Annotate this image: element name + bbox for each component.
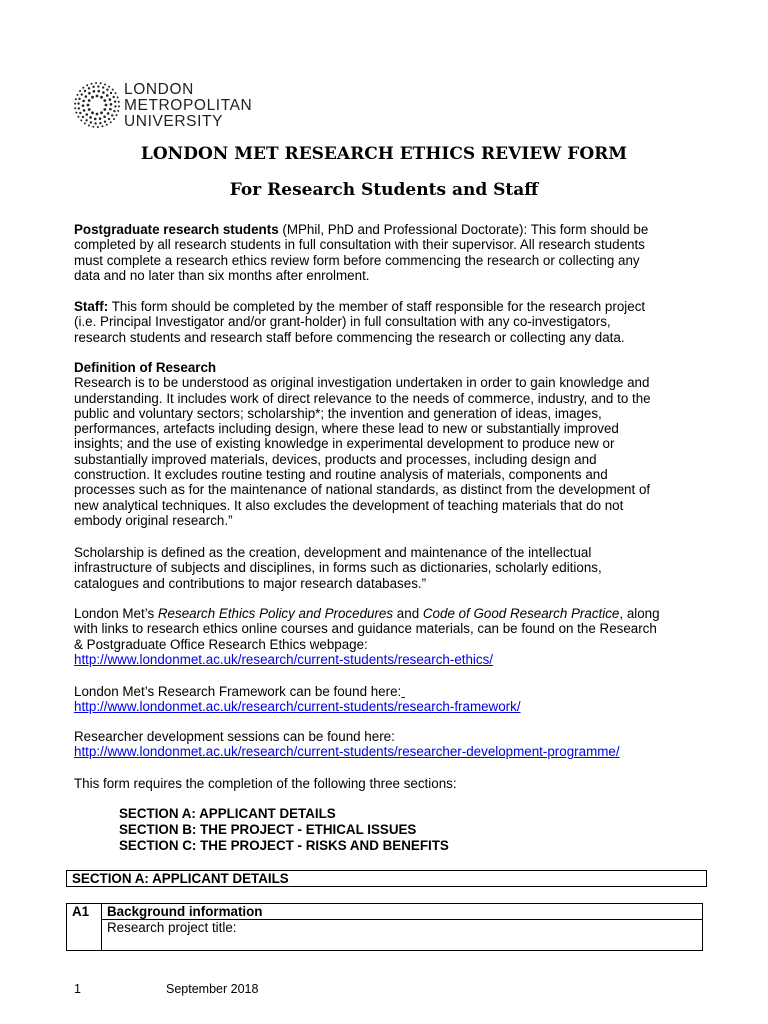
text-segment: research students and research staff before commencing the research or collecting any data. [74,329,625,345]
text-line [74,421,714,436]
text-line [74,576,714,591]
text-segment: new analytical techniques. It also excludes the development of teaching materials that do not [74,497,624,513]
text-segment: & Postgraduate Office Research Ethics webpage: [74,636,368,652]
a1-table [66,903,703,951]
sections-intro [74,776,714,791]
text-line [74,237,714,252]
text-segment: completed by all research students in full consultation with their supervisor. All research students [74,237,645,253]
logo-text [124,82,252,130]
text-segment: Research Ethics Policy and Procedures [157,606,394,621]
framework-paragraph [74,684,714,715]
text-line [74,391,714,406]
text-segment: Postgraduate research students [74,222,279,237]
section-list-item: SECTION A: APPLICANT DETAILS [119,806,336,821]
logo-line: UNIVERSITY [124,113,224,130]
text-segment: (i.e. Principal Investigator and/or grant-holder) in full consultation with any co-investigators, [74,314,611,330]
development-paragraph [74,729,714,760]
text-segment: Researcher development sessions can be found here: [74,729,395,744]
text-segment: Research is to be understood as original investigation undertaken in order to gain knowledge and [74,375,650,391]
a1-heading: Background information [102,904,703,920]
text-segment: Code of Good Research Practice [422,606,620,621]
text-segment: insights; and the use of existing knowledge in experimental development to produce new or [74,436,615,452]
text-segment: with links to research ethics online courses and guidance materials, can be found on the Research [74,621,657,637]
text-line [74,253,714,268]
text-line [74,330,714,345]
policy-paragraph [74,606,714,667]
text-segment: London Met’s [74,606,158,621]
link[interactable]: http://www.londonmet.ac.uk/research/current-students/research-ethics/ [74,651,494,667]
text-line [74,513,714,528]
section-list-item: SECTION C: THE PROJECT - RISKS AND BENEFITS [119,838,449,853]
text-segment: , along [619,606,660,621]
link[interactable] [401,684,405,699]
field-label: Research project title: [107,920,237,935]
text-line [74,744,714,759]
text-segment: London Met’s Research Framework can be found here: [74,684,402,699]
text-segment: processes such as for the maintenance of national standards, as distinct from the development of [74,482,651,498]
text-line [74,545,714,560]
text-segment: Scholarship is defined as the creation, development and maintenance of the intellectual [74,545,592,560]
text-line [74,560,714,575]
section-a-header: SECTION A: APPLICANT DETAILS [66,870,707,887]
text-segment: construction. It excludes routine testing and routine analysis of materials, components and [74,467,608,483]
text-line [74,621,714,636]
logo-line: LONDON [124,81,194,98]
page-number: 1 [74,982,81,996]
text-segment: embody original research.” [74,512,233,528]
logo-line: METROPOLITAN [124,97,253,114]
page-title: LONDON MET RESEARCH ETHICS REVIEW FORM [140,144,628,164]
link[interactable]: http://www.londonmet.ac.uk/research/current-students/research-framework/ [74,699,521,715]
text-line [74,606,714,621]
text-line [74,299,714,314]
section-list [119,806,449,854]
scholarship-paragraph [74,545,714,591]
text-segment: (MPhil, PhD and Professional Doctorate): This form should be [278,222,649,237]
text-line [74,482,714,497]
section-list-item: SECTION B: THE PROJECT - ETHICAL ISSUES [119,822,417,837]
text-line [74,684,714,699]
research-project-title-field[interactable] [102,920,703,951]
text-segment: must complete a research ethics review form before commencing the research or collecting any [74,252,640,268]
text-line [74,222,714,237]
footer-date: September 2018 [166,982,259,996]
text-line [74,729,714,744]
text-line [74,375,714,390]
link[interactable]: http://www.londonmet.ac.uk/research/current-students/researcher-development-programme/ [74,744,620,760]
text-segment: This form should be completed by the member of staff responsible for the research project [108,299,646,314]
text-line [74,467,714,482]
text-line [74,406,714,421]
text-segment: Definition of Research [74,360,217,375]
university-logo [74,82,264,130]
a1-code: A1 [67,904,102,951]
text-line [74,268,714,283]
text-line [74,776,714,791]
text-line [74,699,714,714]
text-line [74,637,714,652]
text-segment: infrastructure of subjects and disciplines, in forms such as dictionaries, scholarly editions, [74,560,602,576]
text-segment: catalogues and contributions to major research databases.” [74,575,427,591]
text-segment: performances, artefacts including design, where these lead to new or substantially improved [74,421,619,437]
text-segment: substantially improved materials, devices, products and processes, including design and [74,451,597,467]
page-subtitle: For Research Students and Staff [229,180,539,200]
text-segment: Staff: [74,299,109,314]
text-segment: public and voluntary sectors; scholarship*; the invention and generation of ideas, images, [74,405,602,421]
text-segment: data and no later than six months after enrolment. [74,267,370,283]
text-line [74,314,714,329]
text-segment: understanding. It includes work of direct relevance to the needs of commerce, industry, and to the [74,390,651,406]
text-line [74,360,714,375]
text-segment: This form requires the completion of the following three sections: [74,776,457,791]
text-line [74,498,714,513]
postgraduate-paragraph [74,222,714,283]
text-segment: and [393,606,423,621]
staff-paragraph [74,299,714,345]
logo-dots-icon [74,82,120,128]
text-line [74,452,714,467]
definition-paragraph [74,360,714,528]
text-line [74,652,714,667]
text-line [74,436,714,451]
